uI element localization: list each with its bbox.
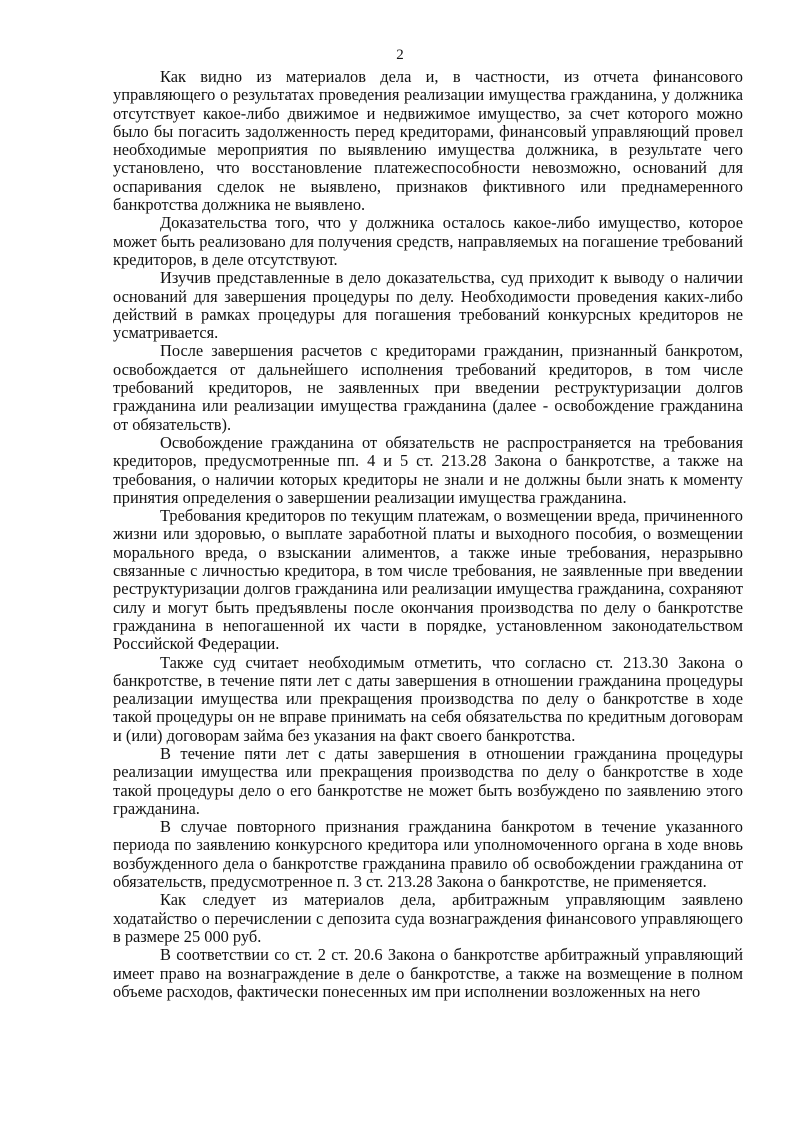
paragraph: В течение пяти лет с даты завершения в отношении гражданина процедуры реализации имущества или прекращения производства по делу о банкротстве в ходе такой процедуры дело о его банкротстве не может быть возбуждено по заявлению этого гражданина. [113,743,743,818]
paragraph: Требования кредиторов по текущим платежам, о возмещении вреда, причиненного жизни или здоровью, о выплате заработной платы и выходного пособия, о возмещении морального вреда, о взыскании алиментов, а также иные требования, неразрывно связанные с личностью кредитора, в том числе требования, не заявленные при введении реструктуризации долгов гражданина или реализации имущества гражданина, сохраняют силу и могут быть предъявлены после окончания производства по делу о банкротстве гражданина в непогашенной их части в порядке, установленном законодательством Российской Федерации. [113,506,743,654]
document-body [113,68,743,1001]
page-number: 2 [396,47,404,63]
paragraph: Доказательства того, что у должника осталось какое-либо имущество, которое может быть реализовано для получения средств, направляемых на погашение требований кредиторов, в деле отсутствуют. [113,213,743,269]
paragraph: После завершения расчетов с кредиторами гражданин, признанный банкротом, освобождается от дальнейшего исполнения требований кредиторов, в том числе требований кредиторов, не заявленных при введении реструктуризации долгов гражданина или реализации имущества гражданина (далее - освобождение гражданина от обязательств). [113,341,743,434]
paragraph: В случае повторного признания гражданина банкротом в течение указанного периода по заявлению конкурсного кредитора или уполномоченного органа в ходе вновь возбужденного дела о банкротстве гражданина правило об освобождении гражданина от обязательств, предусмотренное п. 3 ст. 213.28 Закона о банкротстве, не применяется. [113,817,743,892]
paragraph: Изучив представленные в дело доказательства, суд приходит к выводу о наличии оснований для завершения процедуры по делу. Необходимости проведения каких-либо действий в рамках процедуры для погашения требований конкурсных кредиторов не усматривается. [113,268,743,343]
paragraph: В соответствии со ст. 2 ст. 20.6 Закона о банкротстве арбитражный управляющий имеет право на вознаграждение в деле о банкротстве, а также на возмещение в полном объеме расходов, фактически понесенных им при исполнении возложенных на него [113,945,743,1001]
paragraph: Как видно из материалов дела и, в частности, из отчета финансового управляющего о результатах проведения реализации имущества гражданина, у должника отсутствует какое-либо движимое и недвижимое имущество, за счет которого можно было бы погасить задолженность перед кредиторами, финансовый управляющий провел необходимые мероприятия по выявлению имущества должника, в результате чего установлено, что восстановление платежеспособности невозможно, оснований для оспаривания сделок не выявлено, признаков фиктивного или преднамеренного банкротства должника не выявлено. [113,67,743,215]
paragraph: Как следует из материалов дела, арбитражным управляющим заявлено ходатайство о перечислении с депозита суда вознаграждения финансового управляющего в размере 25 000 руб. [113,890,743,946]
paragraph: Также суд считает необходимым отметить, что согласно ст. 213.30 Закона о банкротстве, в течение пяти лет с даты завершения в отношении гражданина процедуры реализации имущества или прекращения производства по делу о банкротстве в ходе такой процедуры он не вправе принимать на себя обязательства по кредитным договорам и (или) договорам займа без указания на факт своего банкротства. [113,652,743,745]
paragraph: Освобождение гражданина от обязательств не распространяется на требования кредиторов, предусмотренные пп. 4 и 5 ст. 213.28 Закона о банкротстве, а также на требования, о наличии которых кредиторы не знали и не должны были знать к моменту принятия определения о завершении реализации имущества гражданина. [113,432,743,507]
